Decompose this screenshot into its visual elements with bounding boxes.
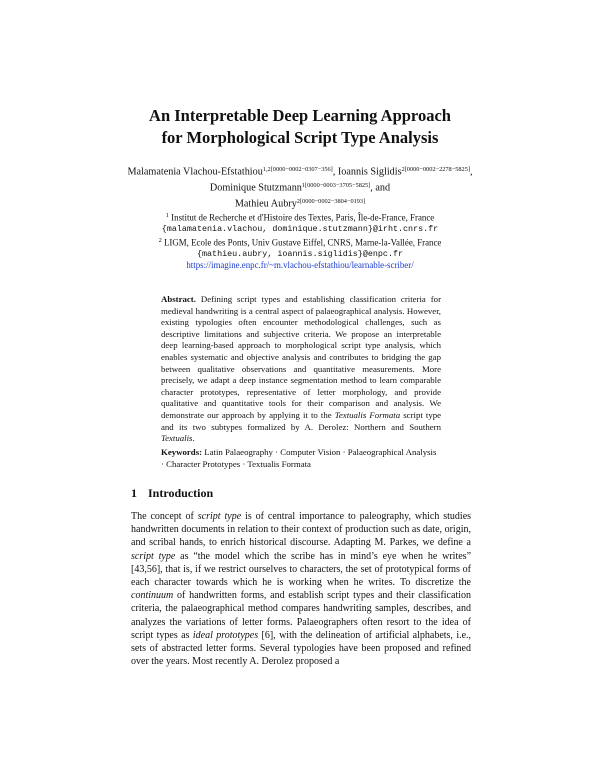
title-line-1: An Interpretable Deep Learning Approach	[149, 106, 451, 125]
body-italic: continuum	[131, 590, 174, 602]
body-text: is of central importance to paleography, which studies handwritten documents in relation to their context of production such as date, origin, and scribal hands, to enrich historical discourse. Adapting M. Parkes, we define a	[131, 511, 472, 549]
affiliation-text: LIGM, Ecole des Ponts, Univ Gustave Eiffel, CNRS, Marne-la-Vallée, France	[164, 237, 442, 248]
affiliations	[100, 210, 500, 271]
orcid-id[interactable]: 2[0000−0002−2278−5825]	[401, 166, 470, 173]
author-name: Mathieu Aubry	[234, 198, 297, 210]
author-separator: , Ioannis	[332, 166, 368, 178]
keywords	[161, 447, 441, 470]
affiliation-mark: 2	[158, 237, 162, 245]
abstract-italic: Textualis	[161, 433, 193, 444]
affiliation-2	[100, 235, 500, 249]
author-separator: , and	[370, 182, 391, 194]
orcid-id[interactable]: 1,2[0000−0002−0307−356]	[262, 166, 333, 173]
abstract	[161, 294, 441, 445]
author-name: Siglidis	[370, 166, 402, 178]
section-number: 1	[131, 486, 137, 500]
body-italic: ideal prototypes	[192, 629, 259, 641]
affiliation-text: Institut de Recherche et d'Histoire des Textes, Paris, Île-de-France, France	[171, 212, 435, 223]
affiliation-mark: 1	[165, 212, 169, 219]
body-text: as “the model which the scribe has in mind’s eye when he writes” [43,56], that is, if we restrict ourselves to characters, the set of prototypical forms of each character towards which he is working when he writes. To discretize the	[131, 550, 472, 589]
paper-title	[60, 105, 540, 149]
body-italic: script type	[197, 511, 242, 522]
orcid-id[interactable]: 2[0000−0002−3804−0193]	[296, 198, 366, 205]
section-title: Introduction	[148, 486, 214, 500]
project-url-link[interactable]: https://imagine.enpc.fr/~m.vlachou-efstathiou/learnable-scriber/	[186, 260, 414, 271]
body-text: The concept of	[131, 511, 194, 522]
abstract-text: script type and its two subtypes formalized by A. Derolez: Northern and Southern	[161, 409, 442, 432]
section-heading	[131, 486, 213, 501]
author-name: Malamatenia Vlachou-Efstathiou	[127, 166, 263, 178]
abstract-italic: Textualis Formata	[334, 409, 401, 420]
author-list	[110, 163, 490, 211]
title-line-2: for Morphological Script Type Analysis	[161, 128, 439, 147]
affiliation-1	[100, 210, 500, 224]
affiliation-email[interactable]: {mathieu.aubry, ioannis.siglidis}@enpc.fr	[196, 248, 404, 259]
affiliation-email[interactable]: {malamatenia.vlachou, dominique.stutzmann}@irht.cnrs.fr	[161, 223, 439, 234]
abstract-text: .	[192, 433, 195, 444]
keywords-label: Keywords:	[161, 447, 203, 457]
keywords-text: Latin Palaeography · Computer Vision · Palaeographical Analysis · Character Prototypes · Textualis Formata	[161, 447, 437, 469]
author-name: , Dominique Stutzmann	[209, 166, 473, 194]
body-italic: script type	[131, 550, 176, 562]
body-text: of handwritten forms, and establish script types and their classification criteria, the palaeographical method compares handwriting samples, describes, and analyzes the variations of letter forms. Palaeographers often resort to the idea of script types as	[131, 590, 471, 641]
body-paragraph	[131, 510, 471, 668]
orcid-id[interactable]: 1[0000−0003−3705−5825]	[301, 182, 371, 189]
abstract-text: Defining script types and establishing classification criteria for medieval handwriting is a central aspect of palaeographical analysis. However, existing typologies often encounter methodological challenges, such as descriptive limitations and subjective criteria. We propose an interpretable deep learning-based approach to morphological script type analysis, which enables systematic and objective analysis and contributes to bridging the gap between qualitative observations and quantitative measurements. More precisely, we adapt a deep instance segmentation method to learn comparable character prototypes, representative of letter morphology, and provide qualitative and quantitative tools for their comparison and analysis. We demonstrate our approach by applying it to the	[161, 294, 441, 420]
body-text: [6], with the delineation of artificial alphabets, i.e., sets of abstracted letter forms. Several typologies have been proposed and refined over the years. Most recently A. Derolez proposed a	[131, 629, 472, 668]
abstract-label: Abstract.	[161, 294, 196, 304]
